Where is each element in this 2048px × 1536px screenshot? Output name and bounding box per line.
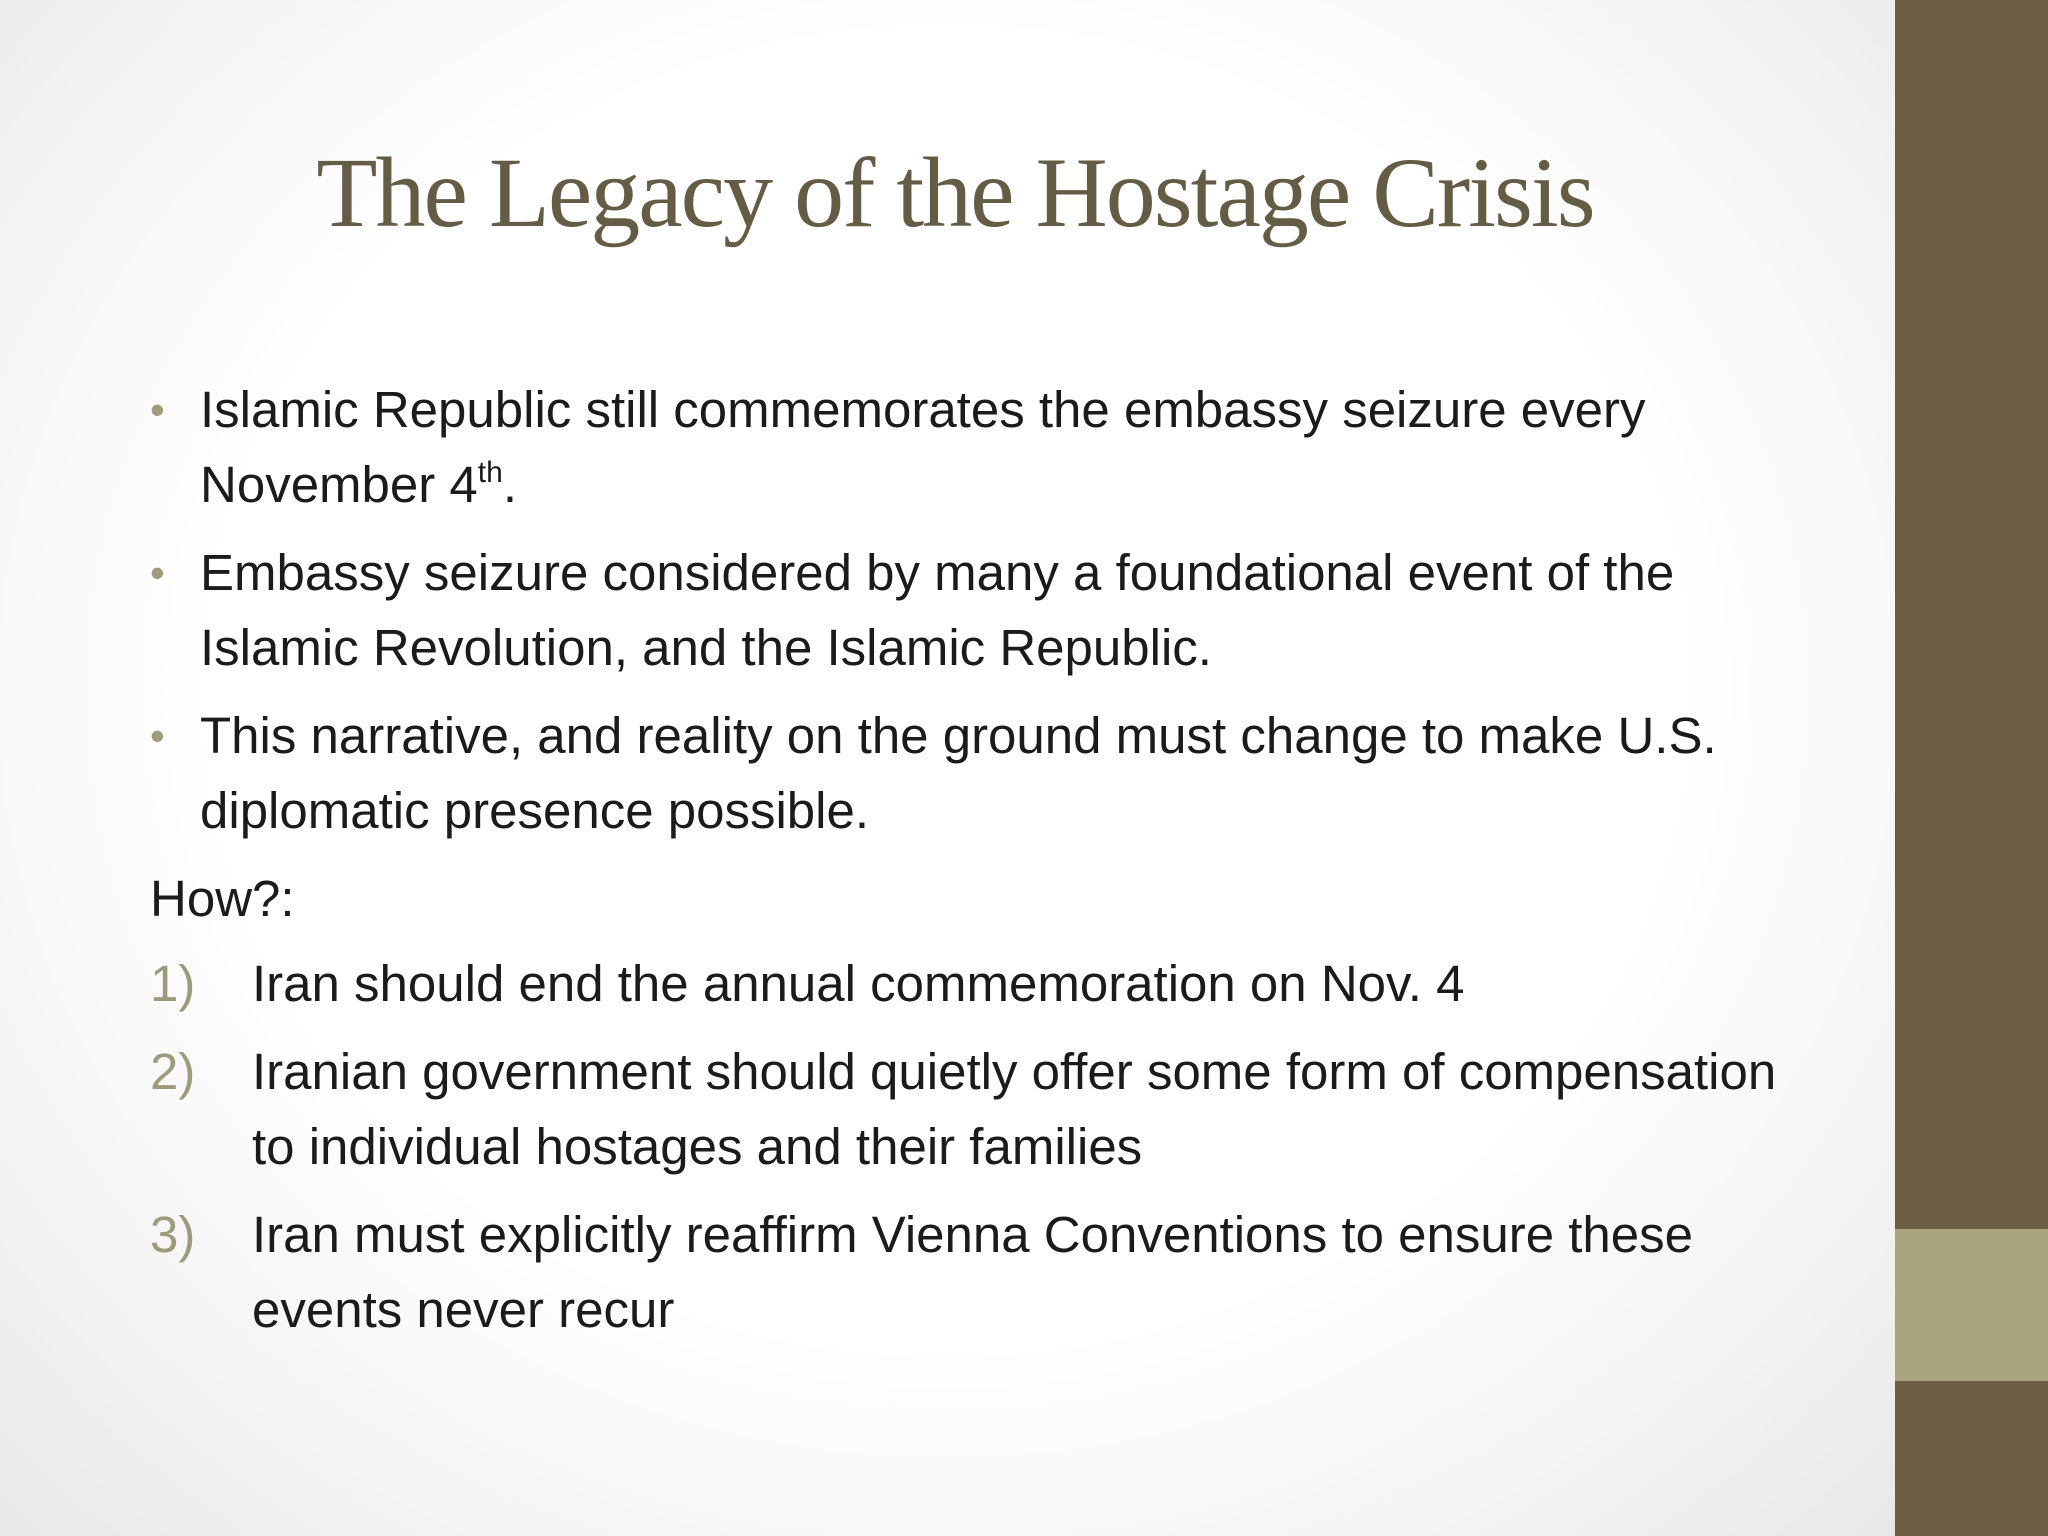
item-number: 3) bbox=[150, 1206, 196, 1263]
bullet-text: Embassy seizure considered by many a foundational event of the Islamic Revolution, and the Islamic Republic. bbox=[200, 544, 1675, 676]
sidebar-accent-block bbox=[1895, 1229, 2048, 1381]
slide-title: The Legacy of the Hostage Crisis bbox=[316, 137, 1594, 248]
item-number: 2) bbox=[150, 1043, 196, 1100]
bullet-superscript: th bbox=[477, 456, 503, 489]
bullet-dot-icon: • bbox=[150, 549, 165, 596]
item-text: Iran should end the annual commemoration on Nov. 4 bbox=[252, 955, 1465, 1012]
slide-content bbox=[150, 372, 1810, 1360]
bullet-text-end: . bbox=[502, 456, 517, 513]
bullet-item-2 bbox=[150, 535, 1810, 685]
item-text: Iranian government should quietly offer some form of compensation to individual hostages and their families bbox=[252, 1043, 1777, 1175]
bullet-item-1 bbox=[150, 372, 1810, 522]
item-number: 1) bbox=[150, 955, 196, 1012]
bullet-text: This narrative, and reality on the ground must change to make U.S. diplomatic presence possible. bbox=[200, 707, 1717, 839]
bullet-dot-icon: • bbox=[150, 386, 165, 433]
item-text: Iran must explicitly reaffirm Vienna Conventions to ensure these events never recur bbox=[252, 1206, 1694, 1338]
bullet-dot-icon: • bbox=[150, 712, 165, 759]
numbered-item-3 bbox=[150, 1197, 1810, 1347]
bullet-text: Islamic Republic still commemorates the embassy seizure every November 4 bbox=[200, 381, 1646, 513]
numbered-item-1 bbox=[150, 946, 1810, 1021]
bullet-item-3 bbox=[150, 698, 1810, 848]
numbered-item-2 bbox=[150, 1034, 1810, 1184]
how-label: How?: bbox=[150, 870, 295, 927]
